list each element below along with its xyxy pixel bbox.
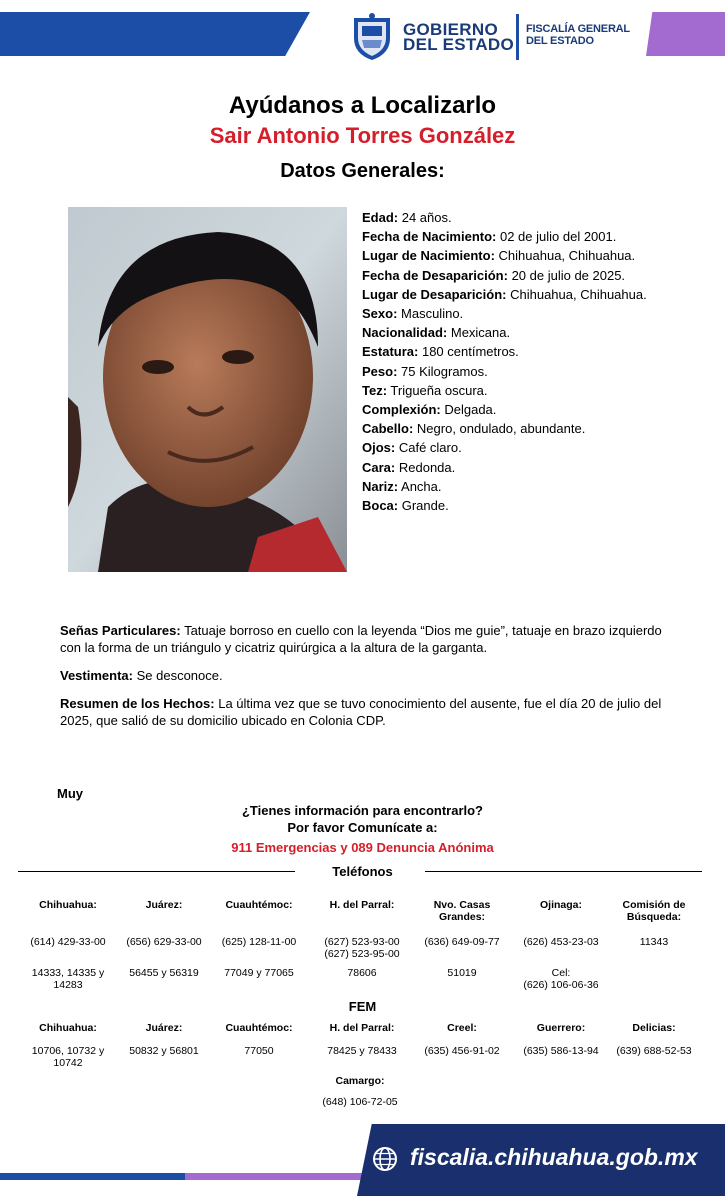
detail-row <box>362 477 692 496</box>
info-question: ¿Tienes información para encontrarlo? <box>241 803 484 818</box>
detail-value: 24 años. <box>398 210 452 225</box>
fiscalia-logo-text <box>526 23 630 47</box>
muy-text: Muy <box>57 786 83 801</box>
detail-label: Nacionalidad: <box>362 325 448 341</box>
detail-value: Ancha. <box>398 478 442 494</box>
gobierno-line2: DEL ESTADO <box>403 35 514 54</box>
detail-label: Fecha de Desaparición: <box>362 267 508 283</box>
header-blue-band <box>0 12 310 56</box>
detail-label: Lugar de Nacimiento: <box>362 248 495 264</box>
detail-row <box>362 266 692 285</box>
person-photo <box>68 207 347 572</box>
detail-row <box>362 438 692 457</box>
phone-city-header: Nvo. Casas Grandes: <box>433 899 491 923</box>
detail-row <box>362 496 692 515</box>
fiscalia-website-link[interactable]: fiscalia.chihuahua.gob.mx <box>410 1144 698 1170</box>
camargo-phone: (648) 106-72-05 <box>322 1096 398 1108</box>
phone-extension: 51019 <box>447 967 477 979</box>
fem-extension: 78425 y 78433 <box>327 1045 397 1057</box>
phone-extension: 56455 y 56319 <box>129 967 199 979</box>
fem-extension: (635) 586-13-94 <box>523 1045 599 1057</box>
general-details <box>362 208 692 515</box>
resumen-hechos <box>60 695 680 729</box>
detail-value: Masculino. <box>397 306 464 322</box>
phone-number: (627) 523-93-00 (627) 523-95-00 <box>324 936 400 960</box>
fem-city-header: Chihuahua: <box>39 1022 97 1034</box>
senas-particulares <box>60 622 680 656</box>
phone-city-header: Juárez: <box>145 899 183 911</box>
phone-city-header: Ojinaga: <box>539 899 582 911</box>
detail-value: 180 centímetros. <box>418 344 519 360</box>
detail-label: Lugar de Desaparición: <box>362 286 507 302</box>
phone-number: (636) 649-09-77 <box>424 936 500 948</box>
detail-row <box>362 400 692 419</box>
detail-label: Nariz: <box>362 478 399 494</box>
detail-row <box>362 285 692 304</box>
phone-number: (626) 453-23-03 <box>523 936 599 948</box>
fiscalia-line1: FISCALÍA GENERAL <box>526 23 630 35</box>
phone-extension: Cel: (626) 106-06-36 <box>523 967 599 991</box>
detail-row <box>362 304 692 323</box>
vestimenta <box>60 667 680 684</box>
fem-extension: 77050 <box>244 1045 274 1057</box>
phone-city-header: Cuauhtémoc: <box>225 899 293 911</box>
detail-row <box>362 419 692 438</box>
detail-row <box>362 208 692 227</box>
detail-row <box>362 381 692 400</box>
detail-value: Negro, ondulado, abundante. <box>413 421 586 437</box>
detail-label: Cara: <box>362 459 396 475</box>
detail-value: Mexicana. <box>447 325 511 341</box>
detail-label: Sexo: <box>362 306 398 322</box>
phone-extension: 14333, 14335 y 14283 <box>31 967 105 991</box>
fem-city-header: Juárez: <box>145 1022 183 1034</box>
phone-number: (614) 429-33-00 <box>30 936 106 948</box>
detail-label: Cabello: <box>362 421 414 437</box>
senas-text: Tatuaje borroso en cuello con la leyenda “Dios me guie”, tatuaje en brazo izquierdo con la forma de un triángulo y cicatriz quirúrgica a la altura de la garganta. <box>60 623 662 655</box>
state-shield-icon <box>350 12 394 62</box>
fem-city-header: Delicias: <box>632 1022 676 1034</box>
fem-city-header: Cuauhtémoc: <box>225 1022 293 1034</box>
phone-city-header: Comisión de Búsqueda: <box>622 899 686 923</box>
detail-value: Chihuahua, Chihuahua. <box>506 286 647 302</box>
section-title: Datos Generales: <box>280 160 445 182</box>
phone-extension: 77049 y 77065 <box>224 967 294 979</box>
phone-city-header: Chihuahua: <box>39 899 97 911</box>
fem-city-header: H. del Parral: <box>329 1022 395 1034</box>
detail-label: Estatura: <box>362 344 419 360</box>
detail-row <box>362 227 692 246</box>
gobierno-line1: GOBIERNO <box>403 20 498 39</box>
detail-value: Delgada. <box>440 402 497 418</box>
detail-row <box>362 342 692 361</box>
missing-person-name: Sair Antonio Torres González <box>209 123 516 148</box>
logo-divider <box>516 14 519 60</box>
detail-value: Trigueña oscura. <box>387 382 488 398</box>
divider-right <box>425 871 702 872</box>
detail-row <box>362 458 692 477</box>
detail-value: 20 de julio de 2025. <box>507 267 626 283</box>
footer-purple-band <box>185 1173 375 1180</box>
detail-label: Edad: <box>362 210 399 225</box>
header-purple-band <box>646 12 725 56</box>
phone-number: (656) 629-33-00 <box>126 936 202 948</box>
fem-city-header: Creel: <box>447 1022 477 1034</box>
detail-label: Complexión: <box>362 402 441 418</box>
phone-number: (625) 128-11-00 <box>221 936 297 948</box>
vestimenta-label: Vestimenta: <box>60 668 133 683</box>
fem-extension: (639) 688-52-53 <box>616 1045 692 1057</box>
detail-value: 75 Kilogramos. <box>397 363 488 379</box>
detail-row <box>362 246 692 265</box>
camargo-label: Camargo: <box>335 1075 385 1087</box>
detail-label: Boca: <box>362 498 399 514</box>
telefonos-title: Teléfonos <box>332 864 393 879</box>
detail-value: Redonda. <box>395 459 456 475</box>
phone-city-header: H. del Parral: <box>329 899 395 911</box>
poster-title: Ayúdanos a Localizarlo <box>228 92 497 119</box>
emergency-numbers: 911 Emergencias y 089 Denuncia Anónima <box>231 840 494 855</box>
detail-value: Grande. <box>398 498 449 514</box>
detail-label: Tez: <box>362 382 388 398</box>
detail-label: Ojos: <box>362 440 396 456</box>
detail-row <box>362 362 692 381</box>
fem-extension: 50832 y 56801 <box>129 1045 199 1057</box>
fem-extension: 10706, 10732 y 10742 <box>31 1045 105 1069</box>
detail-label: Peso: <box>362 363 398 379</box>
fem-title: FEM <box>348 999 377 1014</box>
fem-city-header: Guerrero: <box>536 1022 586 1034</box>
vestimenta-text: Se desconoce. <box>132 668 223 683</box>
fem-extension: (635) 456-91-02 <box>424 1045 500 1057</box>
contact-instruction: Por favor Comunícate a: <box>287 820 438 835</box>
globe-icon <box>372 1146 398 1172</box>
phone-extension: 78606 <box>347 967 377 979</box>
detail-value: Café claro. <box>395 440 462 456</box>
detail-value: 02 de julio del 2001. <box>496 229 617 245</box>
senas-label: Señas Particulares: <box>60 623 181 638</box>
gobierno-logo-text <box>403 22 514 52</box>
resumen-text: La última vez que se tuvo conocimiento del ausente, fue el día 20 de julio del 2025, que salió de su domicilio ubicado en Colonia CDP. <box>60 696 662 728</box>
phone-number: 11343 <box>639 936 669 948</box>
detail-value: Chihuahua, Chihuahua. <box>494 248 636 264</box>
detail-row <box>362 323 692 342</box>
detail-label: Fecha de Nacimiento: <box>362 229 497 245</box>
resumen-label: Resumen de los Hechos: <box>60 696 215 711</box>
fiscalia-line2: DEL ESTADO <box>526 35 594 47</box>
